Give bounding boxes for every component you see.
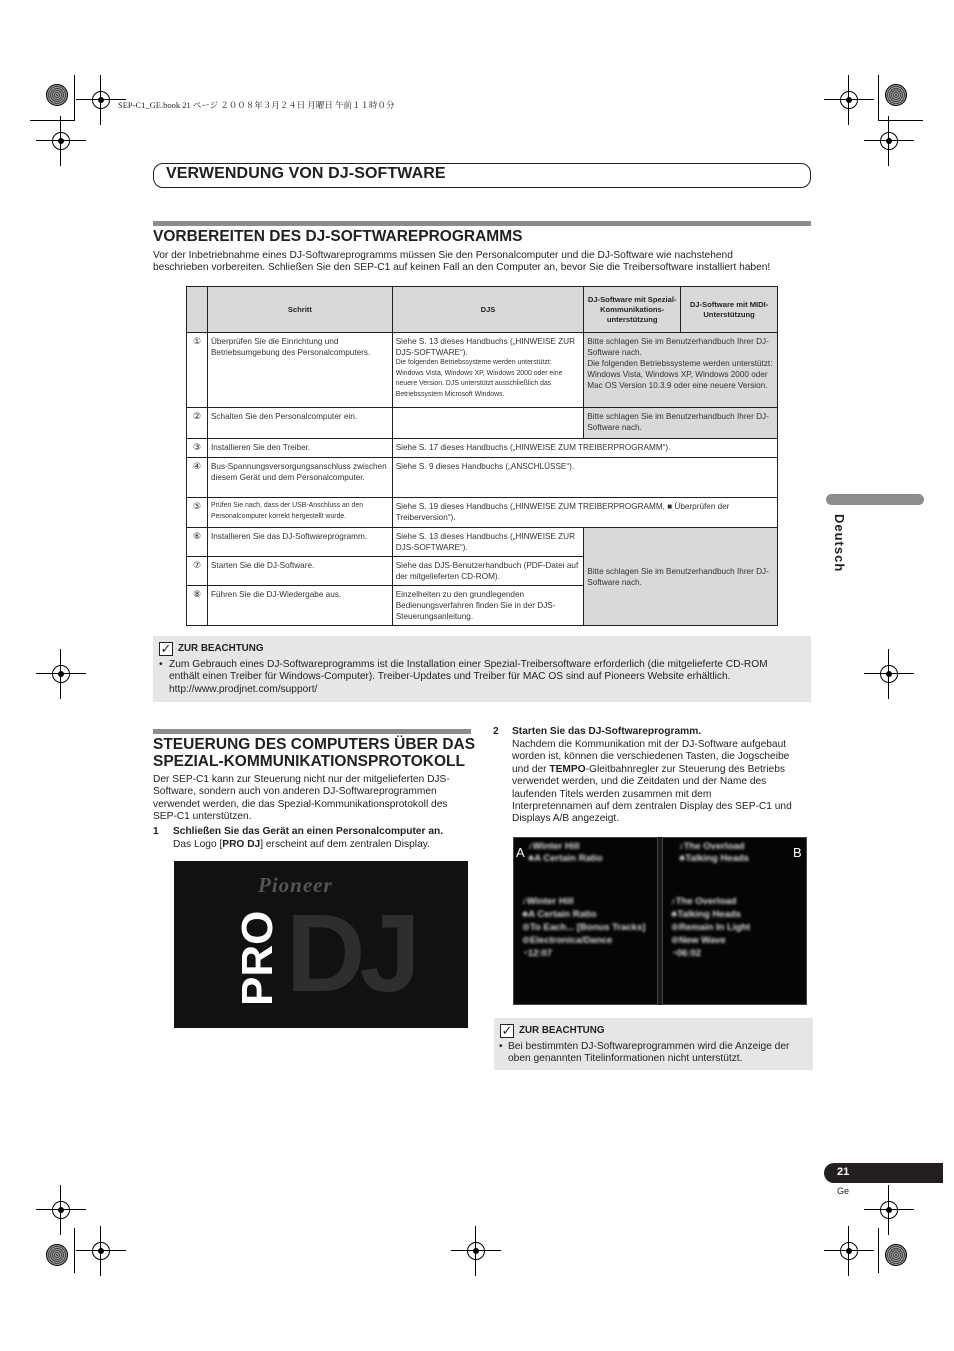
note-box <box>153 636 811 702</box>
step-text <box>512 739 812 826</box>
registration-mark <box>50 663 72 685</box>
display-b <box>662 837 807 1005</box>
crop-line <box>74 75 75 120</box>
row-number: ⑦ <box>187 557 208 586</box>
display-line: ♪Winter Hill <box>522 896 574 907</box>
step-line <box>512 764 812 776</box>
section-title-line: STEUERUNG DES COMPUTERS ÜBER DAS <box>153 736 476 753</box>
note-text <box>508 1041 811 1066</box>
pro-logo-text <box>232 909 282 1009</box>
dj-logo-text: DJ <box>286 892 415 1015</box>
page-language-code: Ge <box>837 1186 850 1196</box>
note-text <box>169 659 809 696</box>
step-line: laufenden Titels werden zusammen mit dem <box>512 788 712 800</box>
row-step: Starten Sie die DJ-Software. <box>207 557 392 586</box>
step-title: Schließen Sie das Gerät an einen Personalcomputer an. <box>173 826 444 837</box>
registration-mark <box>838 89 860 111</box>
display-line: ◔12:07 <box>522 948 553 959</box>
language-tab-bar <box>826 494 924 505</box>
row-djs: Siehe S. 17 dieses Handbuchs („HINWEISE ZUM TREIBERPROGRAMM“). <box>392 439 777 458</box>
row-djs: Siehe das DJS-Benutzerhandbuch (PDF-Datei auf der mitgelieferten CD-ROM). <box>392 557 584 586</box>
page-number-badge <box>824 1163 943 1183</box>
row-djs <box>392 333 584 408</box>
note-line: Bei bestimmten DJ-Softwareprogrammen wird die Anzeige der <box>508 1041 790 1052</box>
row-step: Bus-Spannungsversorgungsanschluss zwischen diesem Gerät und dem Personalcomputer. <box>207 458 392 498</box>
row-number: ② <box>187 408 208 439</box>
step-number: 1 <box>153 826 159 837</box>
note-bullet: • <box>499 1041 503 1052</box>
display-line: ♣A Certain Ratio <box>522 909 597 920</box>
display-line: ⊘Electronica/Dance <box>522 935 613 946</box>
section-rule <box>153 221 811 226</box>
other-os-note: Die folgenden Betriebssysteme werden unterstützt: Windows Vista, Windows XP, Windows 2000 oder Mac OS Version 10.3.9 oder eine neuere Version. <box>587 359 773 390</box>
registration-mark <box>878 663 900 685</box>
print-disc-mark <box>46 1244 68 1266</box>
section-title: VORBEREITEN DES DJ-SOFTWAREPROGRAMMS <box>153 228 523 245</box>
row-number: ⑧ <box>187 586 208 626</box>
step-text-bold: PRO DJ <box>222 839 261 850</box>
step-title: Starten Sie das DJ-Softwareprogramm. <box>512 726 702 737</box>
pro-dj-logo-display <box>174 861 468 1028</box>
row-step: Installieren Sie den Treiber. <box>207 439 392 458</box>
row-djs: Siehe S. 9 dieses Handbuchs („ANSCHLÜSSE“). <box>392 458 777 498</box>
step-line: Displays A/B angezeigt. <box>512 813 620 825</box>
registration-mark <box>838 1240 860 1262</box>
row-djs <box>392 408 584 439</box>
step-line: Nachdem die Kommunikation mit der DJ-Software aufgebaut <box>512 739 787 750</box>
registration-mark <box>465 1240 487 1262</box>
row-number: ③ <box>187 439 208 458</box>
display-line: ♣Talking Heads <box>671 909 741 920</box>
table-row <box>187 333 778 408</box>
display-line: ⊙Remain In Light <box>671 922 751 933</box>
preparation-table <box>186 286 778 626</box>
crop-line <box>878 1228 879 1273</box>
print-disc-mark <box>46 84 68 106</box>
table-header <box>187 287 208 333</box>
step-text-part: -Gleitbahnregler zur Steuerung des Betriebs <box>585 763 785 775</box>
row-djs: Siehe S. 19 dieses Handbuchs („HINWEISE ZUM TREIBERPROGRAMM, ■ Überprüfen der Treiberversion“). <box>392 498 777 528</box>
svg-text:PRO: PRO <box>233 910 282 1006</box>
display-b-label: B <box>793 845 802 860</box>
step-number: 2 <box>493 726 499 737</box>
table-header-midi: DJ-Software mit MIDI-Unterstützung <box>681 287 778 333</box>
pioneer-logo: Pioneer <box>258 873 333 897</box>
registration-mark <box>878 130 900 152</box>
section-intro <box>153 250 813 275</box>
language-tab: Deutsch <box>832 514 847 573</box>
registration-mark <box>50 1199 72 1221</box>
note-line: oben genannten Titelinformationen nicht unterstützt. <box>508 1053 743 1065</box>
djs-ref: Siehe S. 13 dieses Handbuchs („HINWEISE ZUR DJS-SOFTWARE“). <box>395 337 576 357</box>
note-line: enthält einen Treiber für Windows-Computer). Treiber-Updates und Treiber für MAC OS sind auf Pioneers Website erhältlich. <box>169 671 731 683</box>
display-line: ♪The Overload <box>679 841 745 852</box>
note-link[interactable]: http://www.prodjnet.com/support/ <box>169 683 318 695</box>
display-line: ♣A Certain Ratio <box>528 853 603 864</box>
display-line: ♪Winter Hill <box>528 841 580 852</box>
table-row <box>187 528 778 557</box>
step-text <box>173 839 473 851</box>
djs-os-note: Die folgenden Betriebssysteme werden unterstützt: Windows Vista, Windows XP, Windows 2000 oder eine neuere Version. DJS unterstützt ausschließlich das Betriebssystem Microsoft Windows. <box>395 359 563 398</box>
row-step: Prüfen Sie nach, dass der USB-Anschluss an den Personalcomputer korrekt hergestellt wurde. <box>207 498 392 528</box>
row-step: Überprüfen Sie die Einrichtung und Betriebsumgebung des Personalcomputers. <box>207 333 392 408</box>
row-step: Führen Sie die DJ-Wiedergabe aus. <box>207 586 392 626</box>
row-number: ① <box>187 333 208 408</box>
note-heading: ZUR BEACHTUNG <box>178 643 264 654</box>
step-line: verwendet werden, und die Zeitdaten und der Name des <box>512 776 767 788</box>
table-header-step: Schritt <box>207 287 392 333</box>
page-number: 21 <box>837 1166 850 1178</box>
section-title-line: SPEZIAL-KOMMUNIKATIONSPROTOKOLL <box>153 753 465 770</box>
print-disc-mark <box>885 1244 907 1266</box>
display-line: ♪The Overload <box>671 896 737 907</box>
registration-mark <box>50 130 72 152</box>
row-number: ⑤ <box>187 498 208 528</box>
table-row <box>187 498 778 528</box>
display-line: ⊙To Each... [Bonus Tracks] <box>522 922 646 933</box>
intro-line: SEP-C1 unterstützen. <box>153 811 252 823</box>
section-title <box>153 736 475 770</box>
chapter-heading <box>153 163 811 188</box>
deck-display-screenshot <box>513 837 807 1005</box>
step-text-part: ] erscheint auf dem zentralen Display. <box>260 839 430 850</box>
step-text-part: Das Logo [ <box>173 839 223 850</box>
registration-mark <box>90 1240 112 1262</box>
display-a <box>513 837 658 1005</box>
intro-line: Der SEP-C1 kann zur Steuerung nicht nur der mitgelieferten DJS- <box>153 774 450 785</box>
crop-line <box>74 1228 75 1273</box>
row-other: Bitte schlagen Sie im Benutzerhandbuch Ihrer DJ-Software nach. <box>584 528 778 626</box>
row-other: Bitte schlagen Sie im Benutzerhandbuch Ihrer DJ-Software nach. <box>584 408 778 439</box>
note-heading: ZUR BEACHTUNG <box>519 1025 605 1036</box>
intro-line: Vor der Inbetriebnahme eines DJ-Softwareprogramms müssen Sie den Personalcomputer und die DJ-Software wie nachstehend <box>153 250 733 261</box>
step-text-part: und der <box>512 763 550 775</box>
display-line: ◔06:02 <box>671 948 702 959</box>
chapter-title: VERWENDUNG VON DJ-SOFTWARE <box>166 165 446 182</box>
display-line: ♣Talking Heads <box>679 853 749 864</box>
other-ref: Bitte schlagen Sie im Benutzerhandbuch Ihrer DJ-Software nach. <box>587 337 769 357</box>
note-box <box>494 1018 813 1070</box>
step-line: Interpretennamen auf dem zentralen Display des SEP-C1 und <box>512 801 792 813</box>
display-line: ⊘New Wave <box>671 935 726 946</box>
registration-mark <box>878 1199 900 1221</box>
crop-line <box>878 75 879 120</box>
step-line: worden ist, können die verschiedenen Tasten, die Jogscheibe <box>512 751 790 763</box>
table-header-special: DJ-Software mit Spezial-Kommunikations-unterstützung <box>584 287 681 333</box>
intro-line: Software, sondern auch von anderen DJ-Softwareprogrammen <box>153 786 437 798</box>
row-djs: Einzelheiten zu den grundlegenden Bedienungsverfahren finden Sie in der DJS-Steuerungsanleitung. <box>392 586 584 626</box>
table-row <box>187 458 778 498</box>
note-bullet: • <box>159 659 163 670</box>
section-intro <box>153 774 473 824</box>
row-number: ④ <box>187 458 208 498</box>
table-row <box>187 408 778 439</box>
file-header: SEP-C1_GE.book 21 ページ ２００８年３月２４日 月曜日 午前１１時０分 <box>118 100 395 110</box>
table-row <box>187 439 778 458</box>
row-djs: Siehe S. 13 dieses Handbuchs („HINWEISE ZUR DJS-SOFTWARE“). <box>392 528 584 557</box>
crop-line <box>30 120 75 121</box>
table-header-djs: DJS <box>392 287 584 333</box>
crop-line <box>878 120 923 121</box>
registration-mark <box>90 89 112 111</box>
intro-line: beschrieben vorbereiten. Schließen Sie den SEP-C1 auf keinen Fall an den Computer an, bevor Sie die Treibersoftware installiert haben! <box>153 262 771 274</box>
step-text-bold: TEMPO <box>549 763 586 775</box>
check-icon: ✓ <box>160 641 172 656</box>
row-step: Installieren Sie das DJ-Softwareprogramm. <box>207 528 392 557</box>
check-icon: ✓ <box>501 1023 513 1038</box>
row-step: Schalten Sie den Personalcomputer ein. <box>207 408 392 439</box>
display-a-label: A <box>516 845 525 860</box>
section-rule <box>153 729 471 734</box>
note-line: Zum Gebrauch eines DJ-Softwareprogramms ist die Installation einer Spezial-Treibersoftware erforderlich (die mitgelieferte CD-ROM <box>169 659 768 670</box>
intro-line: verwendet werden, die das Spezial-Kommunikationsprotokoll des <box>153 798 448 810</box>
row-other <box>584 333 778 408</box>
row-number: ⑥ <box>187 528 208 557</box>
print-disc-mark <box>885 84 907 106</box>
